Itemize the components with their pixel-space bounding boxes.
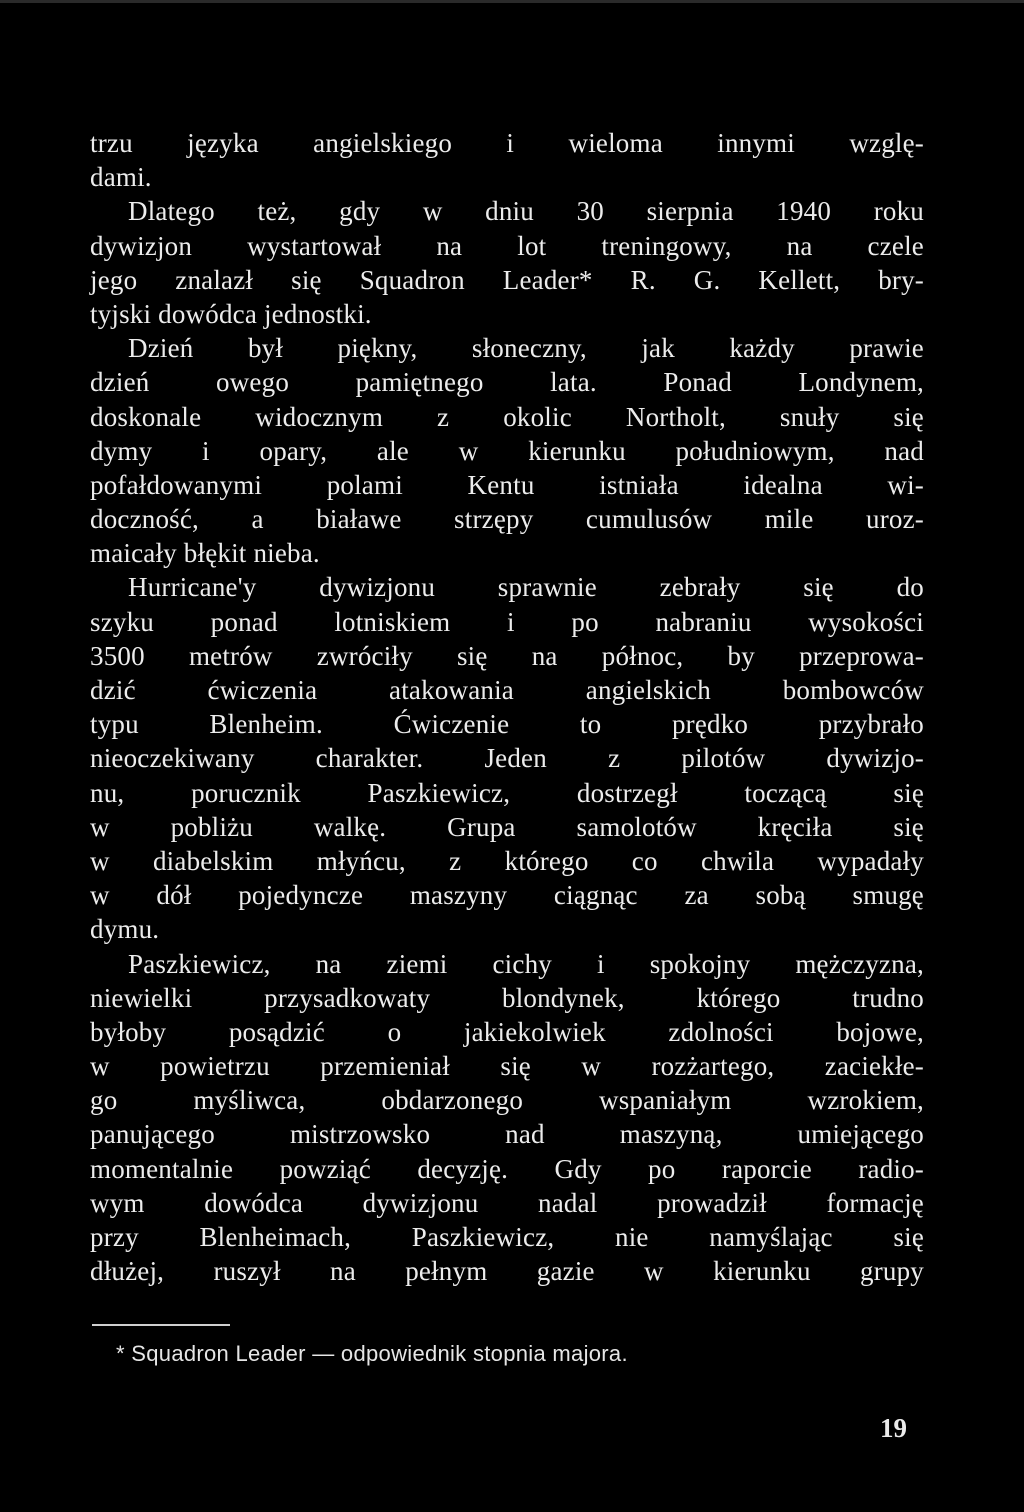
text-line: dywizjon wystartował na lot treningowy, na czele <box>90 230 924 261</box>
text-line: Hurricane'y dywizjonu sprawnie zebrały się do <box>128 572 924 603</box>
text-line: tyjski dowódca jednostki. <box>90 298 372 329</box>
text-line: szyku ponad lotniskiem i po nabraniu wysokości <box>90 606 924 637</box>
text-line: Paszkiewicz, na ziemi cichy i spokojny mężczyzna, <box>128 948 924 979</box>
body-text <box>90 126 924 1288</box>
text-line: momentalnie powziąć decyzję. Gdy po raporcie radio- <box>90 1153 924 1184</box>
text-line: doskonale widocznym z okolic Northolt, snuły się <box>90 401 924 432</box>
text-line: dzień owego pamiętnego lata. Ponad Londynem, <box>90 367 924 398</box>
text-line: niewielki przysadkowaty blondynek, którego trudno <box>90 982 924 1013</box>
text-line: jego znalazł się Squadron Leader* R. G. Kellett, bry- <box>90 264 924 295</box>
text-line: 3500 metrów zwróciły się na północ, by przeprowa- <box>90 640 924 671</box>
text-line: dymy i opary, ale w kierunku południowym, nad <box>90 435 924 466</box>
text-line: dami. <box>90 162 152 193</box>
text-line: doczność, a białawe strzępy cumulusów mile uroz- <box>90 504 924 535</box>
text-line: dłużej, ruszył na pełnym gazie w kierunku grupy <box>90 1256 924 1287</box>
footnote: * Squadron Leader — odpowiednik stopnia majora. <box>116 1341 628 1366</box>
text-line: dymu. <box>90 914 160 945</box>
text-line: nu, porucznik Paszkiewicz, dostrzegł toczącą się <box>90 777 924 808</box>
text-line: dzić ćwiczenia atakowania angielskich bombowców <box>90 675 924 705</box>
text-line: go myśliwca, obdarzonego wspaniałym wzrokiem, <box>90 1085 924 1116</box>
text-line: maicały błękit nieba. <box>90 538 320 569</box>
text-line: w powietrzu przemieniał się w rozżartego, zaciekłe- <box>90 1051 924 1082</box>
text-line: pofałdowanymi polami Kentu istniała idealna wi- <box>90 469 924 500</box>
text-line: Dzień był piękny, słoneczny, jak każdy prawie <box>128 333 924 364</box>
text-line: panującego mistrzowsko nad maszyną, umiejącego <box>90 1119 924 1150</box>
footnote-divider <box>92 1324 230 1326</box>
page-number: 19 <box>880 1413 907 1443</box>
text-line: wym dowódca dywizjonu nadal prowadził formację <box>90 1187 924 1218</box>
text-line: trzu języka angielskiego i wieloma innymi wzglę- <box>90 128 924 158</box>
page-top-edge <box>0 0 1024 3</box>
text-line: typu Blenheim. Ćwiczenie to prędko przybrało <box>90 709 924 740</box>
text-line: w diabelskim młyńcu, z którego co chwila wypadały <box>90 845 924 876</box>
text-line: przy Blenheimach, Paszkiewicz, nie namyślając się <box>90 1222 924 1252</box>
text-line: w pobliżu walkę. Grupa samolotów kręciła się <box>90 811 924 842</box>
text-line: byłoby posądzić o jakiekolwiek zdolności bojowe, <box>90 1016 924 1047</box>
text-line: w dół pojedyncze maszyny ciągnąc za sobą smugę <box>90 880 924 911</box>
text-line: Dlatego też, gdy w dniu 30 sierpnia 1940 roku <box>128 196 924 227</box>
text-line: nieoczekiwany charakter. Jeden z pilotów dywizjo- <box>90 743 924 774</box>
